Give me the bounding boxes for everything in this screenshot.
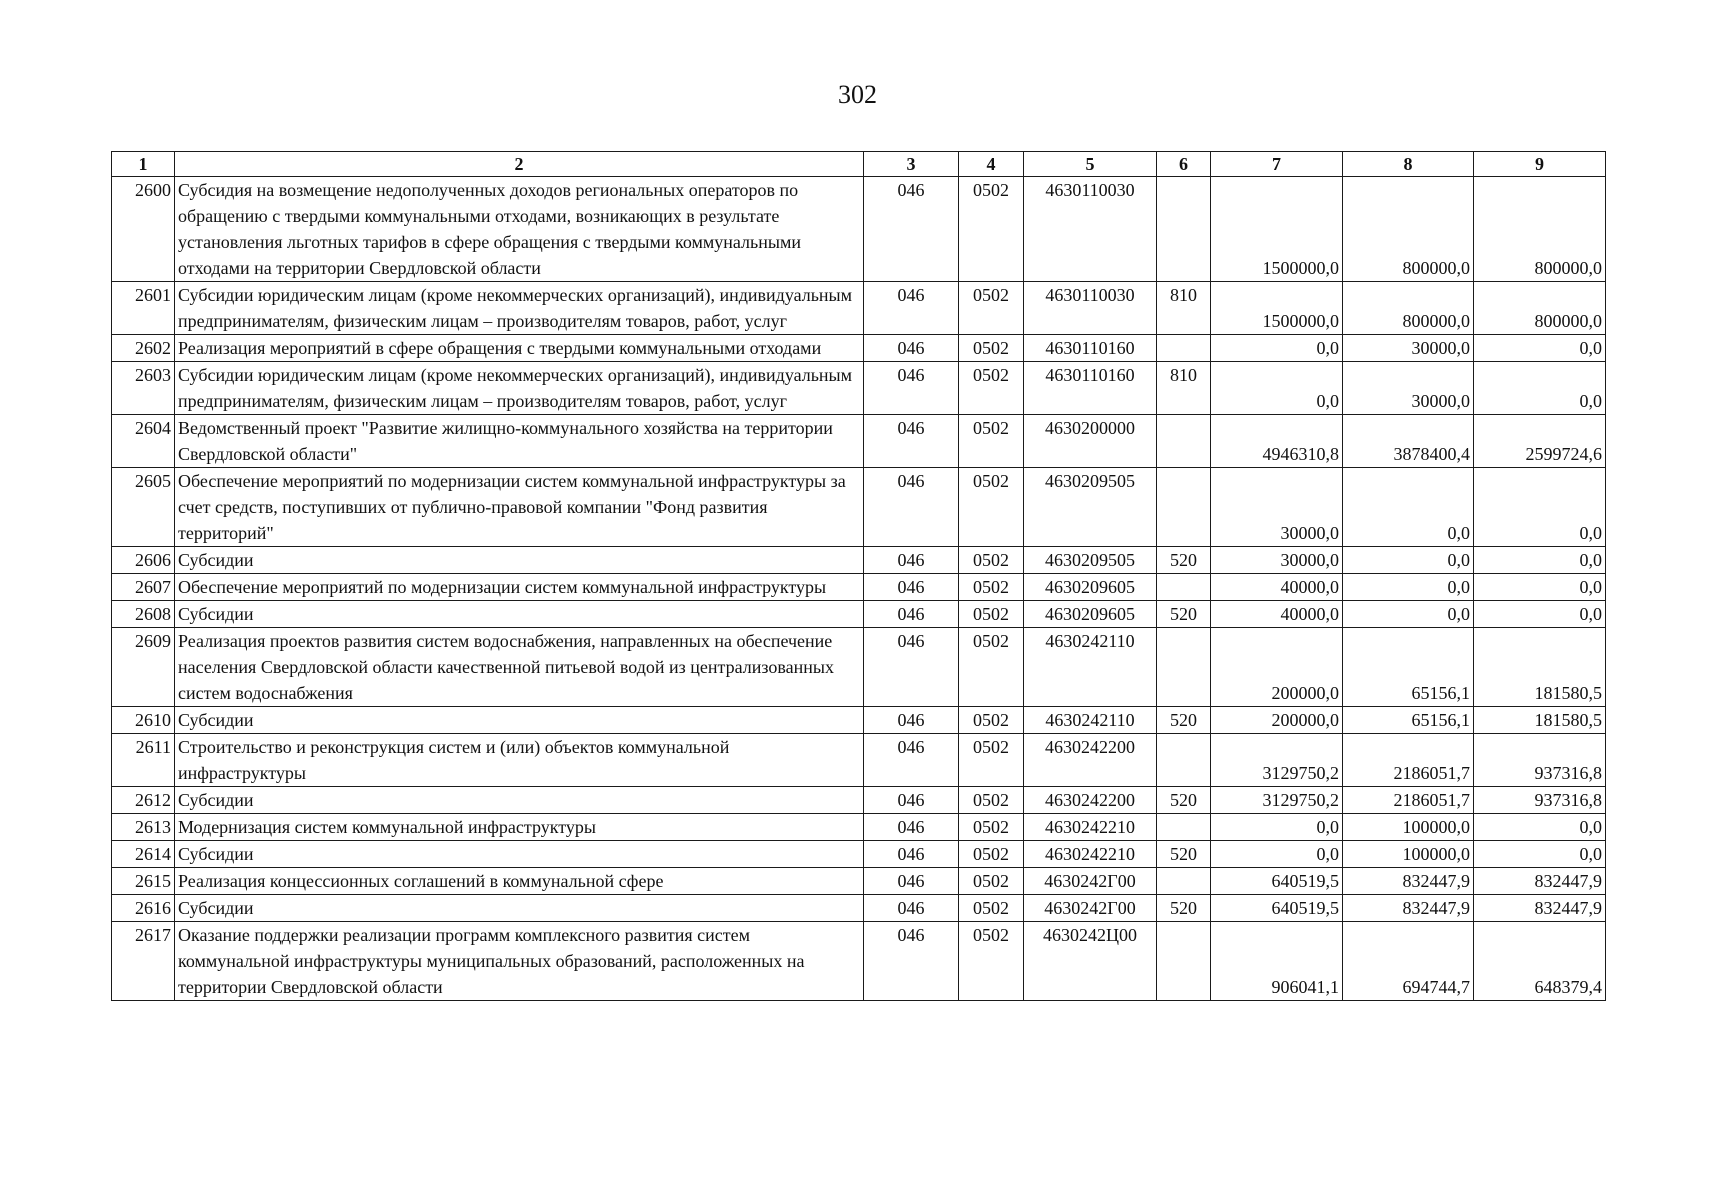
row-code-col3: 046 xyxy=(864,574,959,601)
table-row xyxy=(112,814,1606,841)
row-amount-col9: 800000,0 xyxy=(1474,282,1606,335)
row-code-col3: 046 xyxy=(864,895,959,922)
row-code-col6 xyxy=(1157,574,1211,601)
row-amount-col7: 30000,0 xyxy=(1211,468,1343,547)
row-code-col5: 4630242Ц00 xyxy=(1024,922,1157,1001)
row-number: 2605 xyxy=(112,468,175,547)
row-name: Субсидии xyxy=(175,787,864,814)
row-number: 2617 xyxy=(112,922,175,1001)
table-row xyxy=(112,415,1606,468)
row-name: Субсидии xyxy=(175,895,864,922)
row-code-col4: 0502 xyxy=(959,177,1024,282)
row-code-col3: 046 xyxy=(864,177,959,282)
row-amount-col8: 2186051,7 xyxy=(1343,787,1474,814)
row-code-col4: 0502 xyxy=(959,547,1024,574)
row-amount-col8: 832447,9 xyxy=(1343,868,1474,895)
row-code-col4: 0502 xyxy=(959,628,1024,707)
row-code-col6 xyxy=(1157,814,1211,841)
row-amount-col8: 65156,1 xyxy=(1343,707,1474,734)
table-row xyxy=(112,707,1606,734)
table-row xyxy=(112,574,1606,601)
table-row xyxy=(112,282,1606,335)
row-name: Субсидии xyxy=(175,547,864,574)
row-code-col4: 0502 xyxy=(959,787,1024,814)
row-code-col5: 4630242200 xyxy=(1024,734,1157,787)
row-amount-col9: 0,0 xyxy=(1474,601,1606,628)
row-amount-col9: 181580,5 xyxy=(1474,628,1606,707)
row-amount-col9: 0,0 xyxy=(1474,574,1606,601)
row-name: Модернизация систем коммунальной инфраструктуры xyxy=(175,814,864,841)
column-header-3: 3 xyxy=(864,152,959,177)
row-number: 2610 xyxy=(112,707,175,734)
row-code-col5: 4630242210 xyxy=(1024,814,1157,841)
row-code-col5: 4630110160 xyxy=(1024,335,1157,362)
row-code-col4: 0502 xyxy=(959,868,1024,895)
table-row xyxy=(112,177,1606,282)
row-amount-col8: 832447,9 xyxy=(1343,895,1474,922)
row-code-col5: 4630242Г00 xyxy=(1024,868,1157,895)
row-name: Субсидии xyxy=(175,707,864,734)
row-amount-col9: 0,0 xyxy=(1474,335,1606,362)
row-code-col6 xyxy=(1157,415,1211,468)
row-number: 2615 xyxy=(112,868,175,895)
row-number: 2608 xyxy=(112,601,175,628)
row-name: Субсидия на возмещение недополученных доходов региональных операторов по обращению с твердыми коммунальными отходами, возникающих в результате установления льготных тарифов в сфере обращения с твердыми коммунальными отходами на территории Свердловской области xyxy=(175,177,864,282)
row-number: 2612 xyxy=(112,787,175,814)
row-number: 2604 xyxy=(112,415,175,468)
row-code-col6: 520 xyxy=(1157,787,1211,814)
row-amount-col7: 200000,0 xyxy=(1211,707,1343,734)
row-number: 2607 xyxy=(112,574,175,601)
row-code-col5: 4630209605 xyxy=(1024,601,1157,628)
table-row xyxy=(112,868,1606,895)
row-amount-col7: 40000,0 xyxy=(1211,601,1343,628)
table-row xyxy=(112,601,1606,628)
column-header-6: 6 xyxy=(1157,152,1211,177)
row-amount-col7: 3129750,2 xyxy=(1211,734,1343,787)
row-name: Реализация проектов развития систем водоснабжения, направленных на обеспечение населения Свердловской области качественной питьевой водой из централизованных систем водоснабжения xyxy=(175,628,864,707)
row-code-col6: 810 xyxy=(1157,282,1211,335)
row-name: Субсидии xyxy=(175,601,864,628)
row-amount-col9: 648379,4 xyxy=(1474,922,1606,1001)
row-amount-col7: 0,0 xyxy=(1211,814,1343,841)
row-code-col5: 4630110160 xyxy=(1024,362,1157,415)
column-header-7: 7 xyxy=(1211,152,1343,177)
row-code-col6 xyxy=(1157,335,1211,362)
row-amount-col8: 0,0 xyxy=(1343,547,1474,574)
table-row xyxy=(112,895,1606,922)
row-name: Обеспечение мероприятий по модернизации систем коммунальной инфраструктуры xyxy=(175,574,864,601)
row-code-col6 xyxy=(1157,734,1211,787)
row-code-col4: 0502 xyxy=(959,601,1024,628)
table-header-row xyxy=(112,152,1606,177)
row-code-col3: 046 xyxy=(864,335,959,362)
row-name: Субсидии юридическим лицам (кроме некоммерческих организаций), индивидуальным предпринимателям, физическим лицам – производителям товаров, работ, услуг xyxy=(175,362,864,415)
row-amount-col7: 906041,1 xyxy=(1211,922,1343,1001)
row-number: 2600 xyxy=(112,177,175,282)
column-header-4: 4 xyxy=(959,152,1024,177)
column-header-5: 5 xyxy=(1024,152,1157,177)
row-code-col4: 0502 xyxy=(959,814,1024,841)
row-code-col4: 0502 xyxy=(959,895,1024,922)
row-code-col5: 4630242Г00 xyxy=(1024,895,1157,922)
table-row xyxy=(112,922,1606,1001)
row-code-col3: 046 xyxy=(864,601,959,628)
column-header-1: 1 xyxy=(112,152,175,177)
row-amount-col7: 3129750,2 xyxy=(1211,787,1343,814)
row-amount-col8: 100000,0 xyxy=(1343,814,1474,841)
table-row xyxy=(112,335,1606,362)
row-code-col6: 520 xyxy=(1157,707,1211,734)
row-name: Реализация мероприятий в сфере обращения с твердыми коммунальными отходами xyxy=(175,335,864,362)
row-code-col4: 0502 xyxy=(959,468,1024,547)
table-row xyxy=(112,734,1606,787)
row-amount-col8: 0,0 xyxy=(1343,574,1474,601)
row-code-col3: 046 xyxy=(864,707,959,734)
row-code-col5: 4630110030 xyxy=(1024,177,1157,282)
row-code-col5: 4630242110 xyxy=(1024,707,1157,734)
row-code-col5: 4630209505 xyxy=(1024,547,1157,574)
row-code-col6: 520 xyxy=(1157,601,1211,628)
row-name: Ведомственный проект "Развитие жилищно-коммунального хозяйства на территории Свердловской области" xyxy=(175,415,864,468)
row-amount-col9: 181580,5 xyxy=(1474,707,1606,734)
row-code-col5: 4630242110 xyxy=(1024,628,1157,707)
row-number: 2614 xyxy=(112,841,175,868)
row-amount-col8: 30000,0 xyxy=(1343,335,1474,362)
row-name: Оказание поддержки реализации программ комплексного развития систем коммунальной инфраструктуры муниципальных образований, расположенных на территории Свердловской области xyxy=(175,922,864,1001)
row-amount-col7: 200000,0 xyxy=(1211,628,1343,707)
row-code-col6: 520 xyxy=(1157,895,1211,922)
row-code-col3: 046 xyxy=(864,628,959,707)
row-code-col4: 0502 xyxy=(959,415,1024,468)
row-code-col5: 4630242210 xyxy=(1024,841,1157,868)
row-number: 2603 xyxy=(112,362,175,415)
row-code-col3: 046 xyxy=(864,734,959,787)
row-amount-col7: 4946310,8 xyxy=(1211,415,1343,468)
row-name: Субсидии юридическим лицам (кроме некоммерческих организаций), индивидуальным предпринимателям, физическим лицам – производителям товаров, работ, услуг xyxy=(175,282,864,335)
row-amount-col9: 0,0 xyxy=(1474,362,1606,415)
table-row xyxy=(112,468,1606,547)
row-name: Субсидии xyxy=(175,841,864,868)
row-amount-col9: 0,0 xyxy=(1474,841,1606,868)
row-code-col3: 046 xyxy=(864,282,959,335)
row-number: 2616 xyxy=(112,895,175,922)
row-amount-col7: 40000,0 xyxy=(1211,574,1343,601)
row-code-col6: 520 xyxy=(1157,841,1211,868)
row-amount-col8: 800000,0 xyxy=(1343,177,1474,282)
table-row xyxy=(112,362,1606,415)
row-code-col4: 0502 xyxy=(959,335,1024,362)
row-code-col3: 046 xyxy=(864,841,959,868)
row-code-col3: 046 xyxy=(864,787,959,814)
table-row xyxy=(112,547,1606,574)
column-header-8: 8 xyxy=(1343,152,1474,177)
row-amount-col7: 0,0 xyxy=(1211,362,1343,415)
row-code-col5: 4630209505 xyxy=(1024,468,1157,547)
row-code-col6 xyxy=(1157,868,1211,895)
row-code-col3: 046 xyxy=(864,868,959,895)
row-number: 2601 xyxy=(112,282,175,335)
table-row xyxy=(112,787,1606,814)
row-code-col4: 0502 xyxy=(959,841,1024,868)
row-amount-col8: 30000,0 xyxy=(1343,362,1474,415)
row-code-col6 xyxy=(1157,177,1211,282)
row-amount-col7: 640519,5 xyxy=(1211,895,1343,922)
row-code-col6 xyxy=(1157,922,1211,1001)
row-code-col6: 810 xyxy=(1157,362,1211,415)
row-code-col3: 046 xyxy=(864,922,959,1001)
row-amount-col9: 0,0 xyxy=(1474,547,1606,574)
column-header-2: 2 xyxy=(175,152,864,177)
row-number: 2611 xyxy=(112,734,175,787)
row-name: Обеспечение мероприятий по модернизации систем коммунальной инфраструктуры за счет средств, поступивших от публично-правовой компании "Фонд развития территорий" xyxy=(175,468,864,547)
row-code-col4: 0502 xyxy=(959,922,1024,1001)
budget-table xyxy=(111,151,1606,1001)
row-amount-col9: 800000,0 xyxy=(1474,177,1606,282)
row-code-col4: 0502 xyxy=(959,707,1024,734)
row-amount-col8: 0,0 xyxy=(1343,601,1474,628)
row-amount-col7: 640519,5 xyxy=(1211,868,1343,895)
row-code-col5: 4630209605 xyxy=(1024,574,1157,601)
row-amount-col8: 100000,0 xyxy=(1343,841,1474,868)
row-code-col5: 4630200000 xyxy=(1024,415,1157,468)
table-row xyxy=(112,841,1606,868)
row-code-col6: 520 xyxy=(1157,547,1211,574)
row-amount-col7: 1500000,0 xyxy=(1211,177,1343,282)
row-code-col3: 046 xyxy=(864,814,959,841)
row-code-col4: 0502 xyxy=(959,734,1024,787)
row-code-col3: 046 xyxy=(864,547,959,574)
row-number: 2606 xyxy=(112,547,175,574)
row-number: 2602 xyxy=(112,335,175,362)
row-code-col6 xyxy=(1157,468,1211,547)
row-code-col5: 4630110030 xyxy=(1024,282,1157,335)
table-row xyxy=(112,628,1606,707)
row-amount-col8: 2186051,7 xyxy=(1343,734,1474,787)
column-header-9: 9 xyxy=(1474,152,1606,177)
row-name: Реализация концессионных соглашений в коммунальной сфере xyxy=(175,868,864,895)
row-code-col3: 046 xyxy=(864,362,959,415)
row-code-col6 xyxy=(1157,628,1211,707)
row-amount-col8: 800000,0 xyxy=(1343,282,1474,335)
row-number: 2613 xyxy=(112,814,175,841)
row-amount-col8: 65156,1 xyxy=(1343,628,1474,707)
row-code-col3: 046 xyxy=(864,468,959,547)
row-number: 2609 xyxy=(112,628,175,707)
page-number: 302 xyxy=(838,80,877,109)
row-amount-col8: 3878400,4 xyxy=(1343,415,1474,468)
row-amount-col8: 0,0 xyxy=(1343,468,1474,547)
row-amount-col9: 832447,9 xyxy=(1474,895,1606,922)
row-amount-col7: 1500000,0 xyxy=(1211,282,1343,335)
row-code-col3: 046 xyxy=(864,415,959,468)
row-amount-col7: 0,0 xyxy=(1211,335,1343,362)
row-amount-col9: 2599724,6 xyxy=(1474,415,1606,468)
row-amount-col9: 0,0 xyxy=(1474,814,1606,841)
row-code-col4: 0502 xyxy=(959,574,1024,601)
row-name: Строительство и реконструкция систем и (или) объектов коммунальной инфраструктуры xyxy=(175,734,864,787)
row-amount-col9: 937316,8 xyxy=(1474,787,1606,814)
row-amount-col8: 694744,7 xyxy=(1343,922,1474,1001)
row-code-col4: 0502 xyxy=(959,362,1024,415)
row-amount-col9: 0,0 xyxy=(1474,468,1606,547)
row-code-col4: 0502 xyxy=(959,282,1024,335)
row-amount-col9: 832447,9 xyxy=(1474,868,1606,895)
row-amount-col7: 0,0 xyxy=(1211,841,1343,868)
table-body xyxy=(112,177,1606,1001)
row-code-col5: 4630242200 xyxy=(1024,787,1157,814)
row-amount-col7: 30000,0 xyxy=(1211,547,1343,574)
row-amount-col9: 937316,8 xyxy=(1474,734,1606,787)
